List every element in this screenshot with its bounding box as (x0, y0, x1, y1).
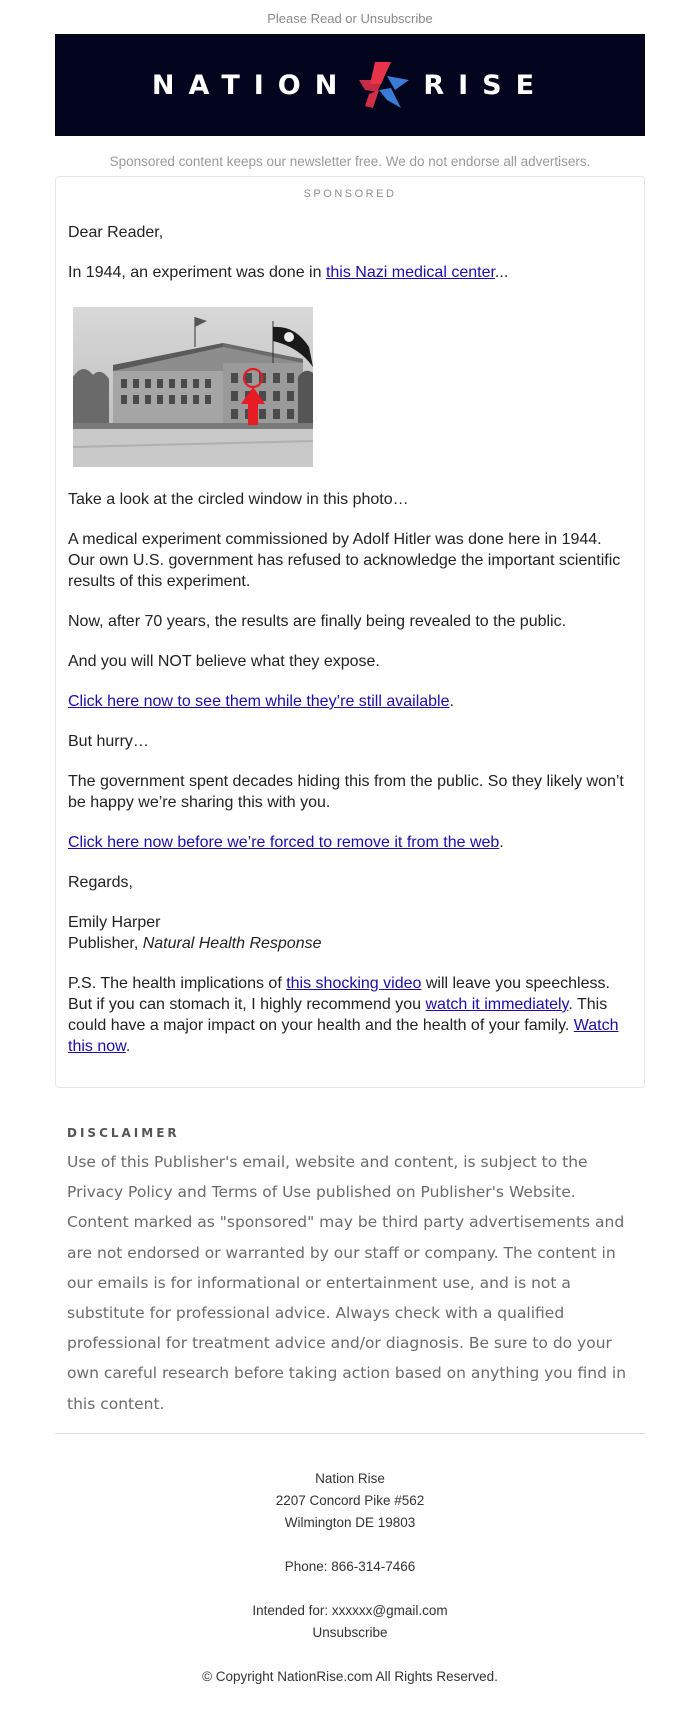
regards: Regards, (68, 874, 133, 891)
cta-link-still-available[interactable]: Click here now to see them while they’re still available (68, 693, 450, 710)
ps-paragraph: P.S. The health implications of this shocking video will leave you speechless. But if you can stomach it, I highly recommend you watch it immediately. This could have a major impact on your health and the health of your family. Watch this now. (68, 975, 619, 1055)
preheader-unsubscribe-link[interactable]: Please Read or Unsubscribe (267, 11, 433, 26)
building-photo[interactable] (73, 307, 313, 467)
nazi-medical-center-link[interactable]: this Nazi medical center (325, 264, 495, 281)
footer (55, 1434, 645, 1688)
footer-company: Nation Rise (315, 1470, 385, 1486)
hurry-paragraph: But hurry… (68, 733, 149, 750)
experiment-paragraph: A medical experiment commissioned by Adolf Hitler was done here in 1944. Our own U.S. government has refused to acknowledge the important scientific results of this experiment. (68, 531, 621, 590)
publication-name: Natural Health Response (142, 935, 322, 952)
footer-address-line-1: 2207 Concord Pike #562 (275, 1492, 425, 1508)
expose-paragraph: And you will NOT believe what they expose. (68, 653, 380, 670)
brand-banner[interactable] (55, 34, 645, 136)
footer-address-line-2: Wilmington DE 19803 (284, 1514, 416, 1530)
disclaimer-title: DISCLAIMER (67, 1126, 180, 1140)
signer-title: Publisher, Natural Health Response (68, 935, 322, 952)
footer-phone: Phone: 866-314-7466 (284, 1558, 416, 1574)
disclaimer-body: Use of this Publisher's email, website and content, is subject to the Privacy Policy and Terms of Use published on Publisher's Website. Content marked as "sponsored" may be third party advertisements and are not endorsed or warranted by our staff or company. The content in our emails is for informational or entertainment use, and is not a substitute for professional advice. Always check with a qualified professional for treatment advice and/or diagnosis. Be sure to do your own careful research before taking action based on anything you find in this content. (67, 1153, 627, 1413)
watch-immediately-link[interactable]: watch it immediately (425, 996, 569, 1013)
sponsored-message-card (55, 176, 645, 1088)
brand-word-left: NATION (151, 69, 352, 101)
watch-this-now-link[interactable]: Watch this now (68, 1017, 619, 1055)
brand-word-right: RISE (423, 69, 549, 101)
disclaimer-section (55, 1088, 645, 1419)
footer-intended-for: Intended for: xxxxxx@gmail.com (252, 1602, 448, 1618)
government-paragraph: The government spent decades hiding this from the public. So they likely won’t be happy we’re sharing this with you. (68, 773, 624, 811)
brand-logo (152, 60, 548, 110)
cta-paragraph-2: Click here now before we’re forced to remove it from the web. (68, 834, 504, 851)
circled-window-paragraph: Take a look at the circled window in this photo… (68, 491, 409, 508)
greeting: Dear Reader, (68, 224, 164, 241)
email-container (55, 0, 645, 1688)
intro-paragraph: In 1944, an experiment was done in this Nazi medical center... (68, 264, 509, 281)
footer-unsubscribe-link[interactable]: Unsubscribe (312, 1624, 388, 1640)
sponsored-label: SPONSORED (303, 188, 397, 200)
star-logo-icon (357, 60, 411, 110)
cta-link-remove-from-web[interactable]: Click here now before we’re forced to remove it from the web (68, 834, 500, 851)
cta-paragraph-1: Click here now to see them while they’re still available. (68, 693, 454, 710)
footer-copyright: © Copyright NationRise.com All Rights Reserved. (202, 1668, 498, 1684)
signer-name: Emily Harper (68, 914, 161, 931)
sponsor-notice: Sponsored content keeps our newsletter free. We do not endorse all advertisers. (109, 154, 591, 169)
results-paragraph: Now, after 70 years, the results are finally being revealed to the public. (68, 613, 567, 630)
shocking-video-link[interactable]: this shocking video (286, 975, 422, 992)
